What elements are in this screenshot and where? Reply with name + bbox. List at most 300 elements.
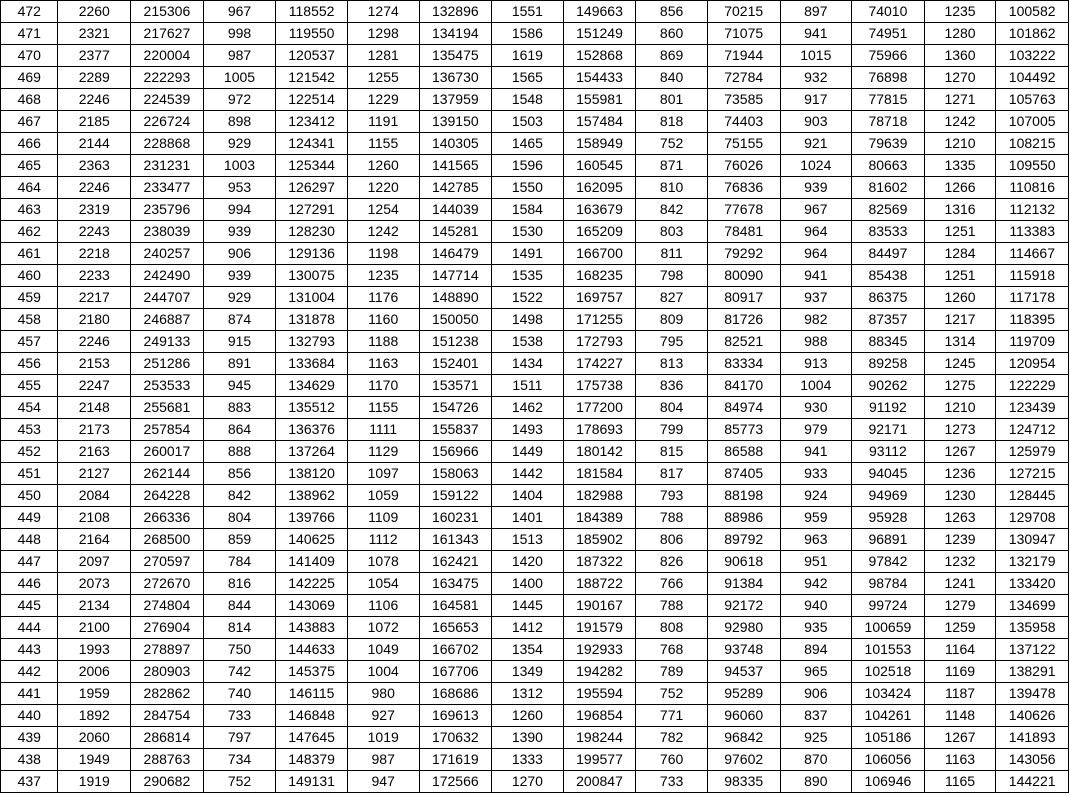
table-cell: 110816	[996, 177, 1069, 199]
table-cell: 2218	[58, 243, 131, 265]
table-cell: 71075	[707, 23, 780, 45]
table-cell: 118395	[996, 309, 1069, 331]
table-cell: 933	[780, 463, 852, 485]
table-cell: 146115	[276, 683, 348, 705]
table-cell: 262144	[131, 463, 204, 485]
table-cell: 169613	[419, 705, 492, 727]
table-cell: 1111	[347, 419, 419, 441]
table-cell: 182988	[563, 485, 636, 507]
table-cell: 146848	[276, 705, 348, 727]
table-cell: 99724	[852, 595, 925, 617]
table-cell: 1259	[924, 617, 996, 639]
table-cell: 437	[1, 771, 58, 793]
table-cell: 168235	[563, 265, 636, 287]
table-cell: 140305	[419, 133, 492, 155]
table-cell: 121542	[276, 67, 348, 89]
table-cell: 964	[780, 243, 852, 265]
table-cell: 836	[636, 375, 708, 397]
table-cell: 440	[1, 705, 58, 727]
table-cell: 2260	[58, 1, 131, 23]
table-cell: 860	[636, 23, 708, 45]
table-cell: 1251	[924, 221, 996, 243]
table-cell: 97602	[707, 749, 780, 771]
table-cell: 449	[1, 507, 58, 529]
table-cell: 123439	[996, 397, 1069, 419]
table-cell: 447	[1, 551, 58, 573]
table-cell: 158063	[419, 463, 492, 485]
table-cell: 137122	[996, 639, 1069, 661]
table-cell: 460	[1, 265, 58, 287]
table-cell: 101553	[852, 639, 925, 661]
table-cell: 135958	[996, 617, 1069, 639]
table-cell: 71944	[707, 45, 780, 67]
table-cell: 461	[1, 243, 58, 265]
table-cell: 897	[780, 1, 852, 23]
table-cell: 84497	[852, 243, 925, 265]
table-cell: 196854	[563, 705, 636, 727]
table-cell: 199577	[563, 749, 636, 771]
table-cell: 160231	[419, 507, 492, 529]
table-cell: 1401	[492, 507, 564, 529]
table-cell: 172793	[563, 331, 636, 353]
table-cell: 72784	[707, 67, 780, 89]
table-cell: 442	[1, 661, 58, 683]
table-cell: 191579	[563, 617, 636, 639]
table-row	[1, 485, 1069, 507]
table-cell: 133420	[996, 573, 1069, 595]
table-cell: 215306	[131, 1, 204, 23]
table-cell: 987	[203, 45, 276, 67]
table-cell: 782	[636, 727, 708, 749]
table-cell: 799	[636, 419, 708, 441]
table-cell: 888	[203, 441, 276, 463]
table-cell: 1129	[347, 441, 419, 463]
table-cell: 1004	[347, 661, 419, 683]
table-row	[1, 243, 1069, 265]
table-cell: 1191	[347, 111, 419, 133]
table-cell: 1462	[492, 397, 564, 419]
table-cell: 827	[636, 287, 708, 309]
table-cell: 1097	[347, 463, 419, 485]
table-cell: 84170	[707, 375, 780, 397]
table-cell: 98784	[852, 573, 925, 595]
table-cell: 130075	[276, 265, 348, 287]
table-cell: 456	[1, 353, 58, 375]
table-row	[1, 45, 1069, 67]
table-cell: 260017	[131, 441, 204, 463]
table-row	[1, 771, 1069, 793]
table-cell: 1005	[203, 67, 276, 89]
table-cell: 797	[203, 727, 276, 749]
table-cell: 2084	[58, 485, 131, 507]
table-cell: 90618	[707, 551, 780, 573]
table-cell: 1160	[347, 309, 419, 331]
table-cell: 917	[780, 89, 852, 111]
table-cell: 1163	[924, 749, 996, 771]
table-cell: 238039	[131, 221, 204, 243]
table-cell: 96891	[852, 529, 925, 551]
table-cell: 465	[1, 155, 58, 177]
table-cell: 844	[203, 595, 276, 617]
table-cell: 134194	[419, 23, 492, 45]
table-cell: 1210	[924, 397, 996, 419]
table-cell: 130947	[996, 529, 1069, 551]
table-cell: 752	[203, 771, 276, 793]
table-cell: 814	[203, 617, 276, 639]
table-cell: 760	[636, 749, 708, 771]
table-cell: 930	[780, 397, 852, 419]
table-cell: 1522	[492, 287, 564, 309]
table-cell: 217627	[131, 23, 204, 45]
table-cell: 103424	[852, 683, 925, 705]
table-cell: 133684	[276, 353, 348, 375]
table-cell: 1187	[924, 683, 996, 705]
table-cell: 134629	[276, 375, 348, 397]
table-cell: 945	[203, 375, 276, 397]
table-cell: 795	[636, 331, 708, 353]
table-cell: 2006	[58, 661, 131, 683]
table-cell: 940	[780, 595, 852, 617]
table-cell: 146479	[419, 243, 492, 265]
table-cell: 1551	[492, 1, 564, 23]
table-cell: 272670	[131, 573, 204, 595]
table-cell: 939	[203, 221, 276, 243]
table-cell: 932	[780, 67, 852, 89]
table-cell: 85773	[707, 419, 780, 441]
table-cell: 1349	[492, 661, 564, 683]
table-cell: 466	[1, 133, 58, 155]
table-row	[1, 353, 1069, 375]
table-cell: 220004	[131, 45, 204, 67]
table-cell: 1312	[492, 683, 564, 705]
table-cell: 74403	[707, 111, 780, 133]
table-cell: 115918	[996, 265, 1069, 287]
table-cell: 804	[636, 397, 708, 419]
table-cell: 231231	[131, 155, 204, 177]
table-cell: 965	[780, 661, 852, 683]
table-cell: 1170	[347, 375, 419, 397]
table-cell: 1112	[347, 529, 419, 551]
table-cell: 139478	[996, 683, 1069, 705]
table-cell: 1442	[492, 463, 564, 485]
table-cell: 125979	[996, 441, 1069, 463]
table-cell: 127215	[996, 463, 1069, 485]
table-cell: 131878	[276, 309, 348, 331]
table-cell: 988	[780, 331, 852, 353]
table-cell: 165209	[563, 221, 636, 243]
table-cell: 929	[203, 133, 276, 155]
table-cell: 2243	[58, 221, 131, 243]
table-cell: 73585	[707, 89, 780, 111]
table-cell: 117178	[996, 287, 1069, 309]
table-cell: 93748	[707, 639, 780, 661]
table-cell: 808	[636, 617, 708, 639]
table-cell: 1993	[58, 639, 131, 661]
table-cell: 856	[636, 1, 708, 23]
table-row	[1, 67, 1069, 89]
table-cell: 105186	[852, 727, 925, 749]
table-cell: 1072	[347, 617, 419, 639]
table-cell: 257854	[131, 419, 204, 441]
table-cell: 159122	[419, 485, 492, 507]
table-cell: 2108	[58, 507, 131, 529]
table-cell: 444	[1, 617, 58, 639]
table-cell: 1229	[347, 89, 419, 111]
table-cell: 119550	[276, 23, 348, 45]
table-cell: 1511	[492, 375, 564, 397]
table-cell: 253533	[131, 375, 204, 397]
table-cell: 1267	[924, 727, 996, 749]
table-cell: 1242	[924, 111, 996, 133]
table-cell: 284754	[131, 705, 204, 727]
table-cell: 76898	[852, 67, 925, 89]
table-cell: 842	[636, 199, 708, 221]
table-cell: 927	[347, 705, 419, 727]
table-cell: 198244	[563, 727, 636, 749]
table-cell: 1400	[492, 573, 564, 595]
table-cell: 78718	[852, 111, 925, 133]
table-cell: 162095	[563, 177, 636, 199]
table-cell: 871	[636, 155, 708, 177]
table-cell: 467	[1, 111, 58, 133]
table-cell: 793	[636, 485, 708, 507]
table-cell: 1465	[492, 133, 564, 155]
table-cell: 1235	[347, 265, 419, 287]
table-cell: 157484	[563, 111, 636, 133]
table-cell: 734	[203, 749, 276, 771]
table-cell: 79292	[707, 243, 780, 265]
table-cell: 188722	[563, 573, 636, 595]
table-cell: 1188	[347, 331, 419, 353]
table-cell: 108215	[996, 133, 1069, 155]
table-cell: 89258	[852, 353, 925, 375]
table-cell: 752	[636, 133, 708, 155]
table-cell: 83334	[707, 353, 780, 375]
table-row	[1, 595, 1069, 617]
table-cell: 141893	[996, 727, 1069, 749]
table-cell: 82569	[852, 199, 925, 221]
table-body	[1, 1, 1069, 793]
table-row	[1, 309, 1069, 331]
table-cell: 959	[780, 507, 852, 529]
table-cell: 453	[1, 419, 58, 441]
table-cell: 817	[636, 463, 708, 485]
table-cell: 1260	[924, 287, 996, 309]
table-cell: 150050	[419, 309, 492, 331]
table-row	[1, 265, 1069, 287]
table-cell: 1420	[492, 551, 564, 573]
table-cell: 264228	[131, 485, 204, 507]
table-row	[1, 507, 1069, 529]
table-cell: 1498	[492, 309, 564, 331]
table-cell: 1198	[347, 243, 419, 265]
table-cell: 903	[780, 111, 852, 133]
table-cell: 147645	[276, 727, 348, 749]
table-cell: 1164	[924, 639, 996, 661]
table-cell: 967	[780, 199, 852, 221]
table-cell: 136730	[419, 67, 492, 89]
table-cell: 2173	[58, 419, 131, 441]
table-cell: 91384	[707, 573, 780, 595]
table-cell: 181584	[563, 463, 636, 485]
table-cell: 75155	[707, 133, 780, 155]
table-cell: 114667	[996, 243, 1069, 265]
table-cell: 998	[203, 23, 276, 45]
table-cell: 195594	[563, 683, 636, 705]
table-cell: 1284	[924, 243, 996, 265]
table-cell: 815	[636, 441, 708, 463]
table-cell: 87357	[852, 309, 925, 331]
table-cell: 443	[1, 639, 58, 661]
table-cell: 120954	[996, 353, 1069, 375]
table-row	[1, 111, 1069, 133]
table-cell: 2153	[58, 353, 131, 375]
table-cell: 842	[203, 485, 276, 507]
table-row	[1, 683, 1069, 705]
table-cell: 1003	[203, 155, 276, 177]
table-cell: 771	[636, 705, 708, 727]
table-cell: 132179	[996, 551, 1069, 573]
table-cell: 967	[203, 1, 276, 23]
table-cell: 1260	[347, 155, 419, 177]
table-cell: 96842	[707, 727, 780, 749]
table-cell: 88345	[852, 331, 925, 353]
table-cell: 1220	[347, 177, 419, 199]
table-cell: 1270	[924, 67, 996, 89]
table-cell: 148379	[276, 749, 348, 771]
table-cell: 979	[780, 419, 852, 441]
table-cell: 75966	[852, 45, 925, 67]
table-cell: 811	[636, 243, 708, 265]
table-cell: 837	[780, 705, 852, 727]
table-cell: 1550	[492, 177, 564, 199]
table-cell: 137264	[276, 441, 348, 463]
table-cell: 1530	[492, 221, 564, 243]
table-cell: 813	[636, 353, 708, 375]
table-cell: 788	[636, 507, 708, 529]
table-cell: 97842	[852, 551, 925, 573]
table-cell: 470	[1, 45, 58, 67]
table-row	[1, 727, 1069, 749]
table-cell: 222293	[131, 67, 204, 89]
table-cell: 1217	[924, 309, 996, 331]
table-cell: 1279	[924, 595, 996, 617]
table-cell: 126297	[276, 177, 348, 199]
table-cell: 471	[1, 23, 58, 45]
table-cell: 935	[780, 617, 852, 639]
table-cell: 141565	[419, 155, 492, 177]
table-cell: 154726	[419, 397, 492, 419]
table-cell: 139766	[276, 507, 348, 529]
table-cell: 168686	[419, 683, 492, 705]
table-cell: 288763	[131, 749, 204, 771]
table-cell: 94537	[707, 661, 780, 683]
table-cell: 80090	[707, 265, 780, 287]
table-cell: 1445	[492, 595, 564, 617]
table-cell: 92171	[852, 419, 925, 441]
table-cell: 1266	[924, 177, 996, 199]
table-cell: 171619	[419, 749, 492, 771]
table-cell: 135512	[276, 397, 348, 419]
table-cell: 77678	[707, 199, 780, 221]
table-cell: 2246	[58, 177, 131, 199]
table-cell: 1210	[924, 133, 996, 155]
table-row	[1, 89, 1069, 111]
table-cell: 929	[203, 287, 276, 309]
table-cell: 107005	[996, 111, 1069, 133]
table-cell: 134699	[996, 595, 1069, 617]
table-cell: 151238	[419, 331, 492, 353]
table-cell: 145375	[276, 661, 348, 683]
table-row	[1, 177, 1069, 199]
table-cell: 171255	[563, 309, 636, 331]
table-cell: 2144	[58, 133, 131, 155]
table-cell: 1390	[492, 727, 564, 749]
table-cell: 1049	[347, 639, 419, 661]
table-cell: 240257	[131, 243, 204, 265]
table-row	[1, 331, 1069, 353]
table-cell: 119709	[996, 331, 1069, 353]
table-cell: 439	[1, 727, 58, 749]
table-cell: 128230	[276, 221, 348, 243]
table-cell: 122229	[996, 375, 1069, 397]
table-cell: 1314	[924, 331, 996, 353]
table-cell: 249133	[131, 331, 204, 353]
table-cell: 1019	[347, 727, 419, 749]
table-cell: 1548	[492, 89, 564, 111]
table-cell: 1267	[924, 441, 996, 463]
table-cell: 103222	[996, 45, 1069, 67]
table-cell: 972	[203, 89, 276, 111]
table-cell: 155981	[563, 89, 636, 111]
table-cell: 1316	[924, 199, 996, 221]
table-cell: 1919	[58, 771, 131, 793]
table-row	[1, 749, 1069, 771]
table-cell: 448	[1, 529, 58, 551]
table-cell: 158949	[563, 133, 636, 155]
table-cell: 82521	[707, 331, 780, 353]
table-cell: 2163	[58, 441, 131, 463]
table-cell: 1169	[924, 661, 996, 683]
table-cell: 1260	[492, 705, 564, 727]
table-cell: 1024	[780, 155, 852, 177]
table-cell: 947	[347, 771, 419, 793]
table-cell: 869	[636, 45, 708, 67]
table-cell: 152868	[563, 45, 636, 67]
table-cell: 1245	[924, 353, 996, 375]
table-cell: 2100	[58, 617, 131, 639]
table-cell: 180142	[563, 441, 636, 463]
table-cell: 450	[1, 485, 58, 507]
table-cell: 95289	[707, 683, 780, 705]
table-cell: 1274	[347, 1, 419, 23]
table-cell: 446	[1, 573, 58, 595]
table-cell: 2060	[58, 727, 131, 749]
table-row	[1, 199, 1069, 221]
table-cell: 891	[203, 353, 276, 375]
table-cell: 155837	[419, 419, 492, 441]
table-row	[1, 155, 1069, 177]
table-cell: 142785	[419, 177, 492, 199]
table-cell: 144633	[276, 639, 348, 661]
table-cell: 1449	[492, 441, 564, 463]
table-cell: 2363	[58, 155, 131, 177]
table-cell: 84974	[707, 397, 780, 419]
table-cell: 226724	[131, 111, 204, 133]
table-cell: 1242	[347, 221, 419, 243]
table-cell: 152401	[419, 353, 492, 375]
table-cell: 246887	[131, 309, 204, 331]
